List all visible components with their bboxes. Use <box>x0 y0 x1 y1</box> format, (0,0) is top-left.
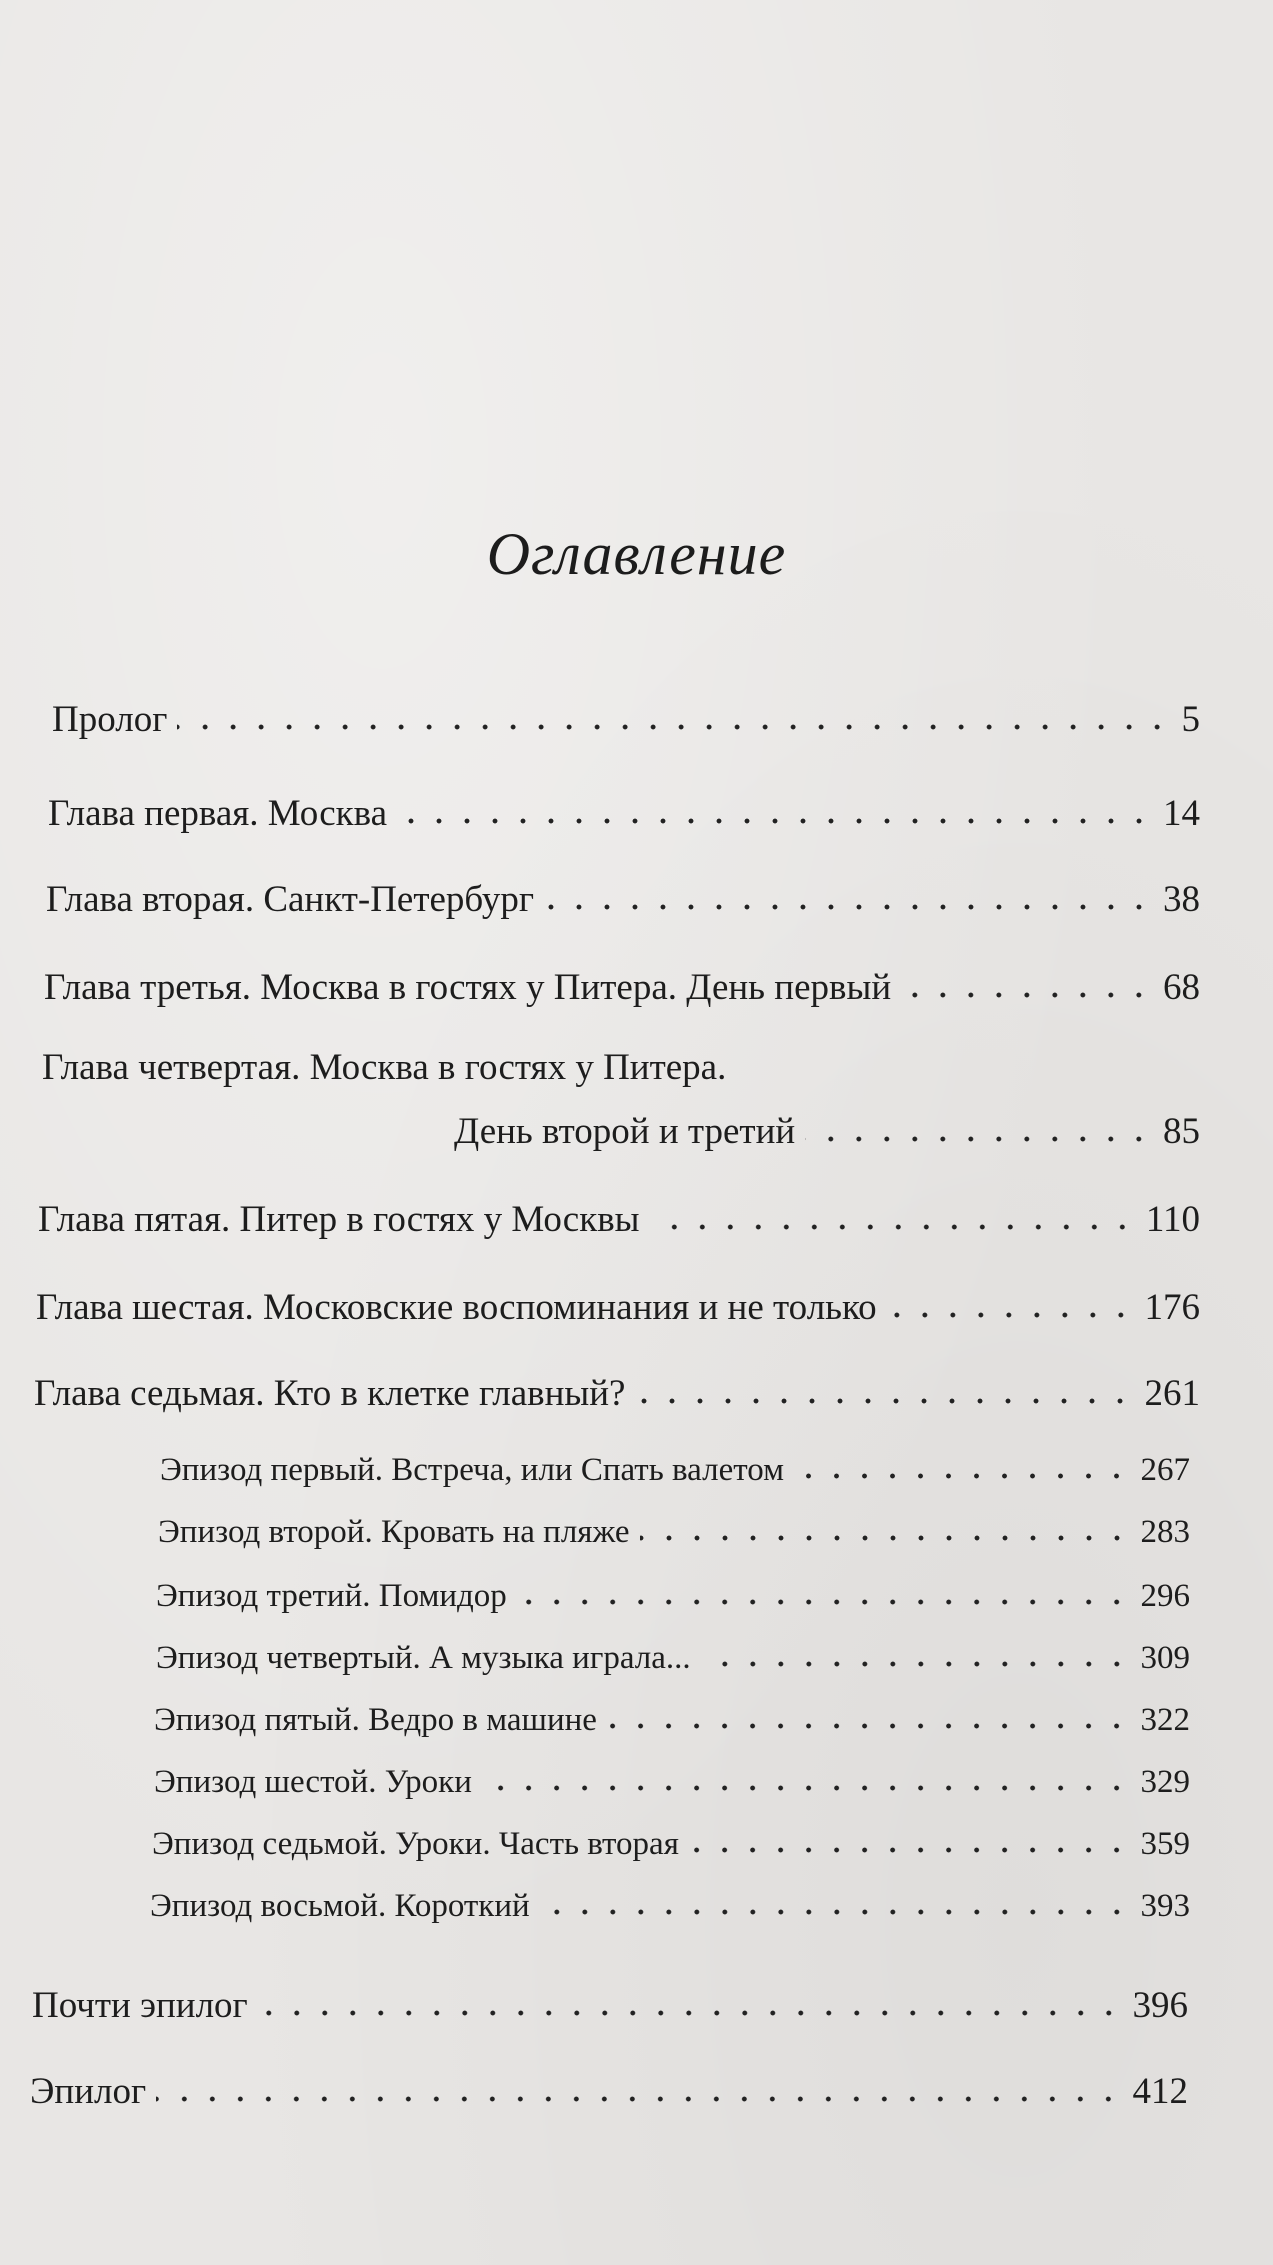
toc-entry-label: Глава первая. Москва <box>48 793 387 834</box>
toc-entry-label: День второй и третий <box>454 1111 796 1152</box>
toc-episode-label: Эпизод восьмой. Короткий <box>150 1888 530 1924</box>
toc-entry-label: Почти эпилог <box>32 1985 248 2026</box>
toc-entry-page: 176 <box>1144 1287 1200 1328</box>
toc-entry-almost-epilogue <box>32 1982 1188 2030</box>
toc-entry-page: 412 <box>1132 2071 1188 2112</box>
toc-episode-page: 309 <box>1140 1640 1190 1676</box>
dot-leader <box>177 722 1171 732</box>
toc-episode-3 <box>156 1574 1190 1618</box>
toc-episode-6 <box>154 1760 1190 1804</box>
toc-entry-label: Эпилог <box>30 2071 147 2112</box>
dot-leader <box>258 2008 1123 2018</box>
toc-entry-page: 110 <box>1145 1199 1200 1240</box>
toc-entry-epilogue <box>30 2068 1188 2116</box>
toc-episode-page: 329 <box>1140 1764 1190 1800</box>
dot-leader <box>887 1310 1135 1320</box>
toc-entry-page: 85 <box>1163 1111 1200 1152</box>
dot-leader <box>640 1533 1131 1543</box>
toc-episode-1 <box>160 1448 1190 1492</box>
toc-entry-chapter-3 <box>44 964 1200 1012</box>
toc-entry-label: Глава седьмая. Кто в клетке главный? <box>34 1373 626 1414</box>
toc-entry-page: 261 <box>1144 1373 1200 1414</box>
toc-episode-page: 322 <box>1140 1702 1190 1738</box>
dot-leader <box>805 1134 1153 1144</box>
toc-episode-label: Эпизод четвертый. А музыка играла... <box>156 1640 691 1676</box>
toc-entry-chapter-1 <box>48 790 1200 838</box>
dot-leader <box>901 990 1153 1000</box>
toc-entry-chapter-6 <box>36 1284 1200 1332</box>
dot-leader <box>156 2094 1122 2104</box>
toc-episode-label: Эпизод второй. Кровать на пляже <box>158 1514 630 1550</box>
dot-leader <box>650 1222 1136 1232</box>
dot-leader <box>701 1659 1131 1669</box>
toc-entry-label: Глава шестая. Московские воспоминания и не только <box>36 1287 877 1328</box>
toc-entry-page: 5 <box>1181 699 1200 740</box>
toc-entry-page: 396 <box>1132 1985 1188 2026</box>
toc-entry-page: 68 <box>1163 967 1200 1008</box>
dot-leader <box>794 1471 1131 1481</box>
dot-leader <box>689 1845 1131 1855</box>
dot-leader <box>397 816 1153 826</box>
toc-episode-label: Эпизод пятый. Ведро в машине <box>154 1702 597 1738</box>
dot-leader <box>482 1783 1131 1793</box>
toc-entry-page: 14 <box>1163 793 1200 834</box>
toc-entry-prologue <box>52 696 1200 744</box>
toc-episode-label: Эпизод первый. Встреча, или Спать валетом <box>160 1452 784 1488</box>
toc-entry-chapter-7 <box>34 1370 1200 1418</box>
dot-leader <box>544 902 1153 912</box>
toc-entry-chapter-5 <box>38 1196 1200 1244</box>
toc-entry-label: Глава пятая. Питер в гостях у Москвы <box>38 1199 640 1240</box>
toc-episode-4 <box>156 1636 1190 1680</box>
toc-entry-chapter-2 <box>46 876 1200 924</box>
toc-episode-label: Эпизод третий. Помидор <box>156 1578 507 1614</box>
toc-episode-page: 359 <box>1140 1826 1190 1862</box>
dot-leader <box>540 1907 1131 1917</box>
toc-episode-5 <box>154 1698 1190 1742</box>
toc-episode-page: 283 <box>1140 1514 1190 1550</box>
toc-episode-8 <box>150 1884 1190 1928</box>
toc-entry-chapter-4-continued <box>454 1108 1200 1156</box>
dot-leader <box>517 1597 1131 1607</box>
dot-leader <box>607 1721 1131 1731</box>
toc-heading: Оглавление <box>486 521 787 587</box>
toc-entry-chapter-4 <box>42 1044 1200 1092</box>
toc-entry-label: Пролог <box>52 699 168 740</box>
toc-episode-7 <box>152 1822 1190 1866</box>
toc-episode-label: Эпизод шестой. Уроки <box>154 1764 472 1800</box>
toc-episode-page: 267 <box>1140 1452 1190 1488</box>
toc-entry-label: Глава третья. Москва в гостях у Питера. День первый <box>44 967 892 1008</box>
toc-entry-label: Глава четвертая. Москва в гостях у Питера. <box>42 1047 727 1088</box>
toc-episode-page: 393 <box>1140 1888 1190 1924</box>
toc-entry-label: Глава вторая. Санкт-Петербург <box>46 879 535 920</box>
toc-episode-2 <box>158 1510 1190 1554</box>
dot-leader <box>635 1396 1134 1406</box>
toc-entry-page: 38 <box>1163 879 1200 920</box>
toc-episode-label: Эпизод седьмой. Уроки. Часть вторая <box>152 1826 679 1862</box>
toc-episode-page: 296 <box>1140 1578 1190 1614</box>
